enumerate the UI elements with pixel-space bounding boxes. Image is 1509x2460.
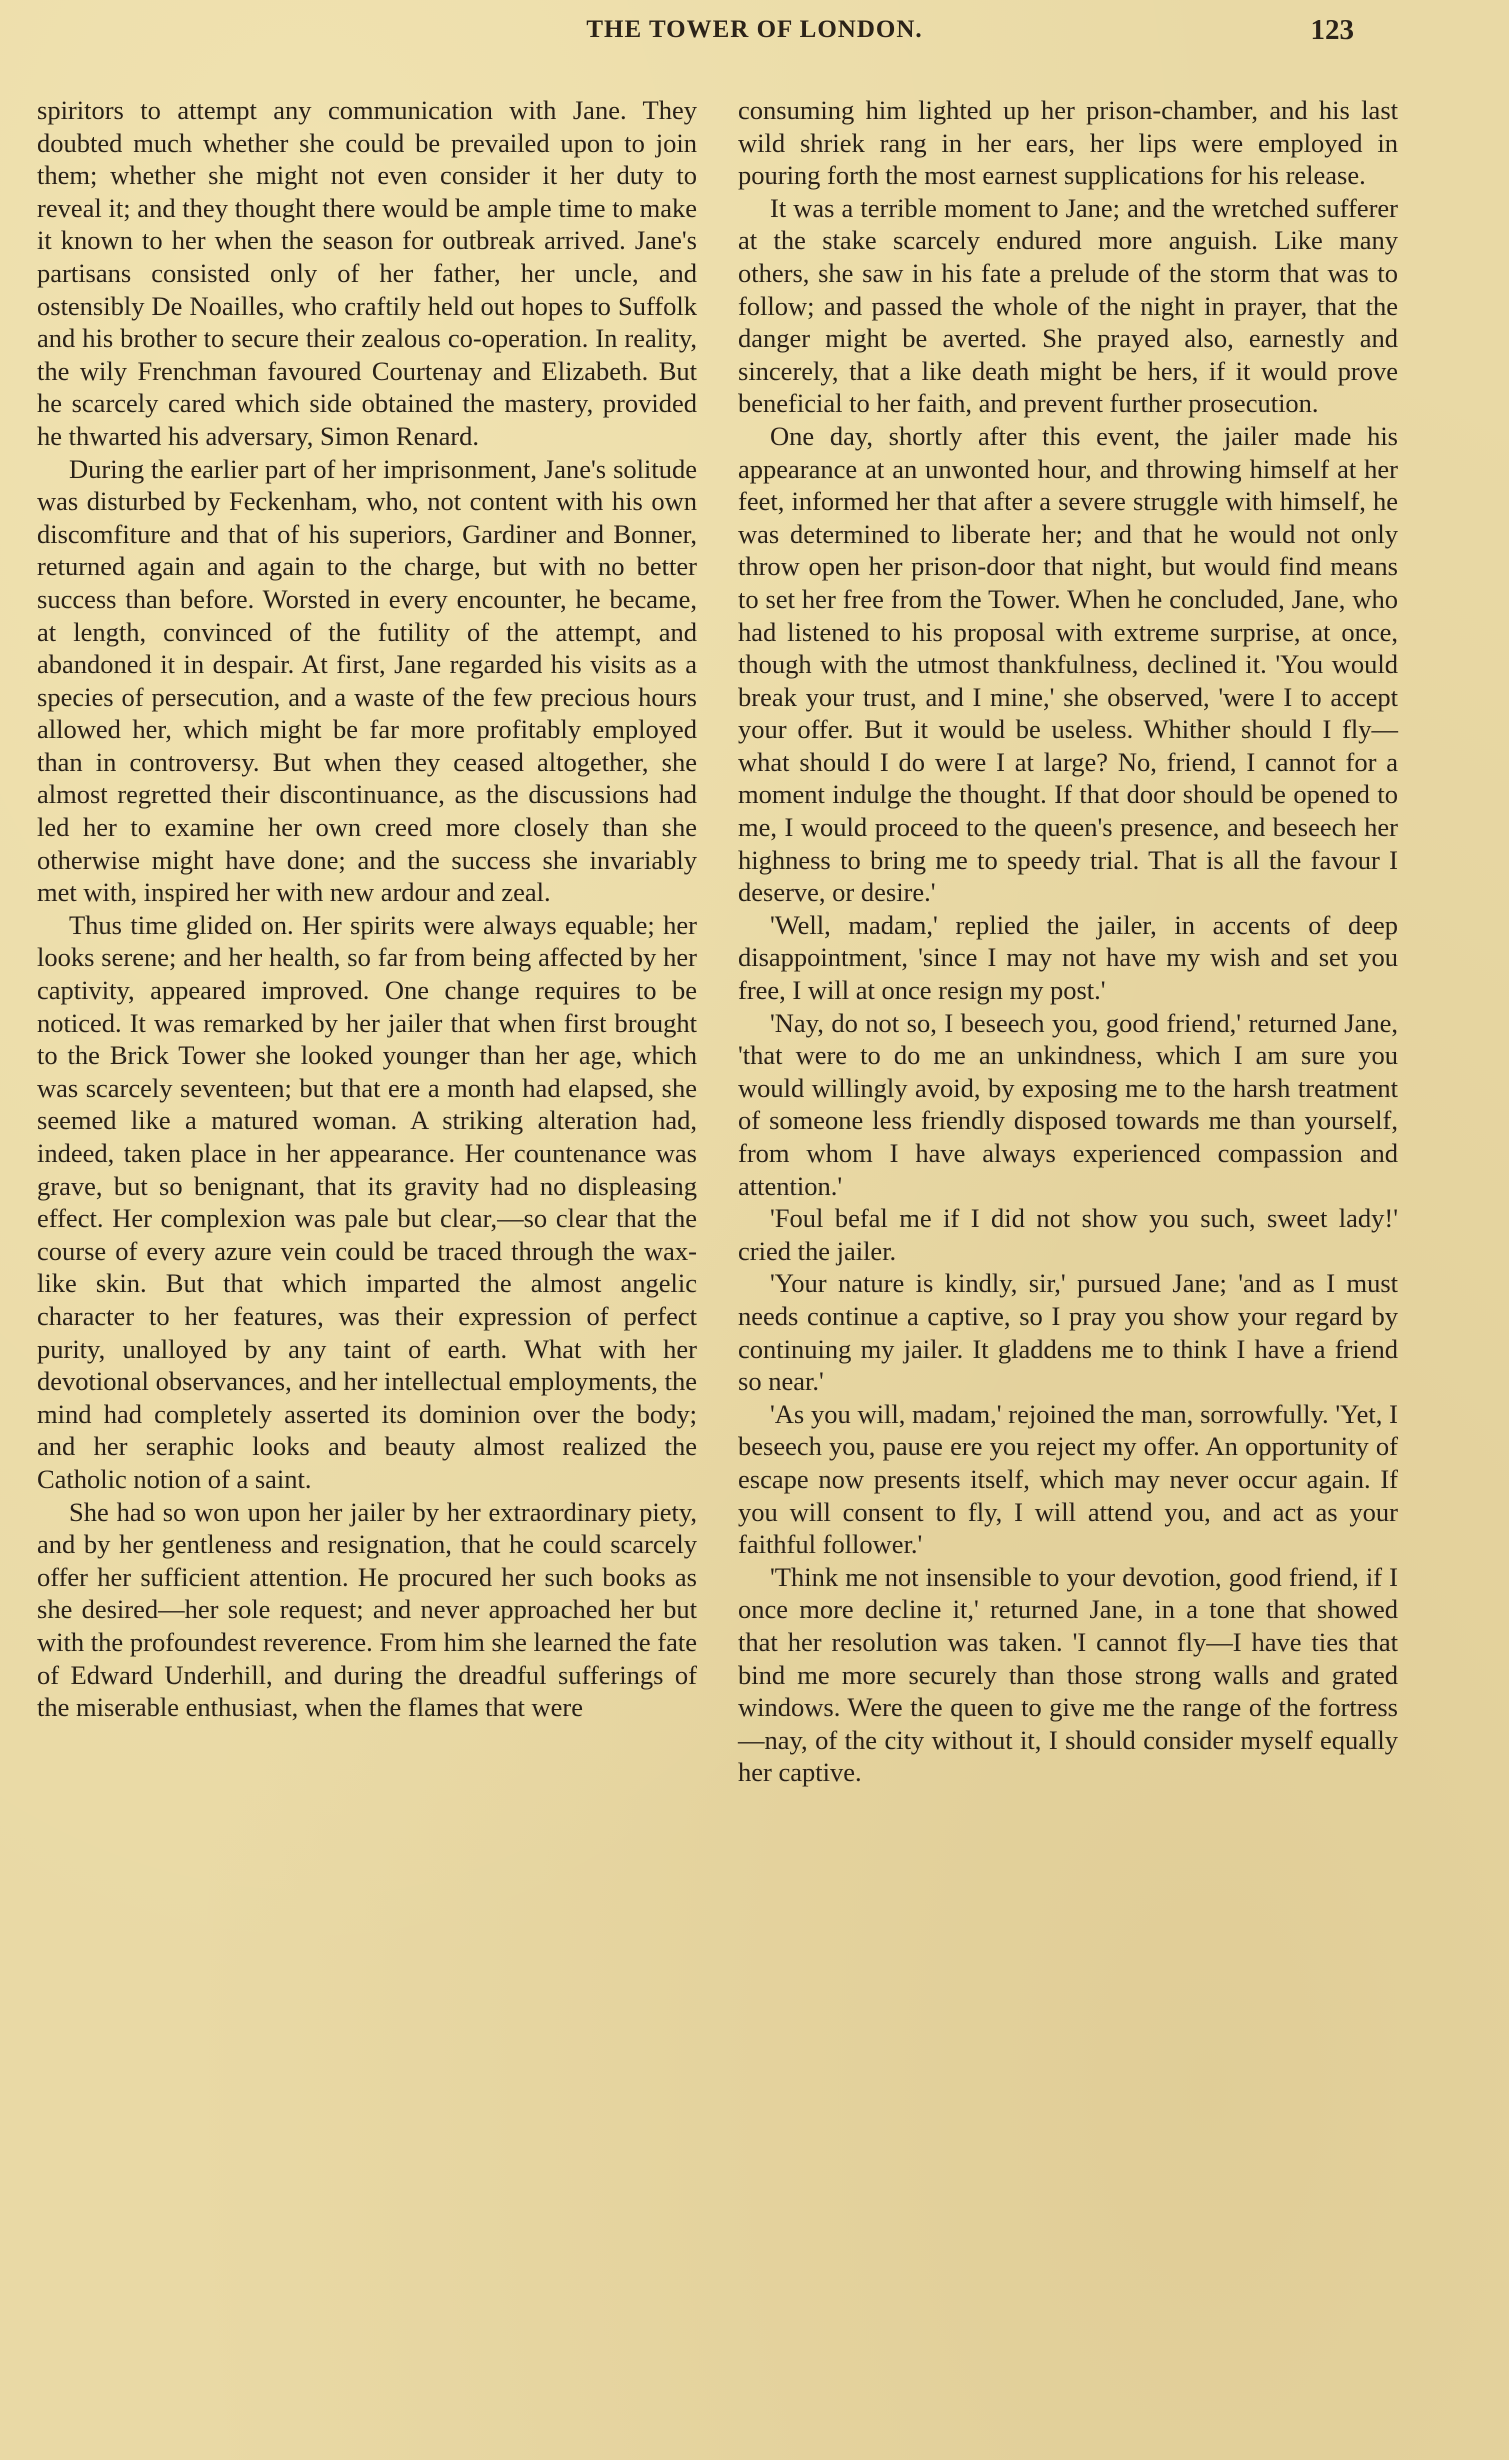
paragraph: It was a terrible moment to Jane; and the wretched sufferer at the stake scarcely endured more anguish. Like many others, she saw in his fate a prelude of the storm that was to follow; and passed the whole of the night in prayer, that the danger might be averted. She prayed also, earnestly and sincerely, that a like death might be hers, if it would prove beneficial to her faith, and prevent further prosecution. — [738, 192, 1398, 419]
right-column — [738, 94, 1398, 1789]
paragraph: 'Foul befal me if I did not show you such, sweet lady!' cried the jailer. — [738, 1203, 1398, 1266]
paragraph: 'Well, madam,' replied the jailer, in accents of deep disappointment, 'since I may not have my wish and set you free, I will at once resign my post.' — [738, 909, 1398, 1006]
paragraph: One day, shortly after this event, the jailer made his appearance at an unwonted hour, and throwing himself at her feet, informed her that after a severe struggle with himself, he was determined to liberate her; and that he would not only throw open her prison-door that night, but would find means to set her free from the Tower. When he concluded, Jane, who had listened to his proposal with extreme surprise, at once, though with the utmost thankfulness, declined it. 'You would break your trust, and I mine,' she observed, 'were I to accept your offer. But it would be useless. Whither should I fly—what should I do were I at large? No, friend, I cannot for a moment indulge the thought. If that door should be opened to me, I would proceed to the queen's presence, and beseech her highness to bring me to speedy trial. That is all the favour I deserve, or desire.' — [738, 420, 1398, 908]
paragraph: Thus time glided on. Her spirits were always equable; her looks serene; and her health, so far from being affected by her captivity, appeared improved. One change requires to be noticed. It was remarked by her jailer that when first brought to the Brick Tower she looked younger than her age, which was scarcely seventeen; but that ere a month had elapsed, she seemed like a matured woman. A striking alteration had, indeed, taken place in her appearance. Her countenance was grave, but so benignant, that its gravity had no displeasing effect. Her complexion was pale but clear,—so clear that the course of every azure vein could be traced through the wax-like skin. But that which imparted the almost angelic character to her features, was their expression of perfect purity, unalloyed by any taint of earth. What with her devotional observances, and her intellectual employments, the mind had completely asserted its dominion over the body; and her seraphic looks and beauty almost realized the Catholic notion of a saint. — [37, 909, 697, 1494]
paragraph: spiritors to attempt any communication with Jane. They doubted much whether she could be prevailed upon to join them; whether she might not even consider it her duty to reveal it; and they thought there would be ample time to make it known to her when the season for outbreak arrived. Jane's partisans consisted only of her father, her uncle, and ostensibly De Noailles, who craftily held out hopes to Suffolk and his brother to secure their zealous co-operation. In reality, the wily Frenchman favoured Courtenay and Elizabeth. But he scarcely cared which side obtained the mastery, provided he thwarted his adversary, Simon Renard. — [37, 95, 697, 451]
paragraph: 'As you will, madam,' rejoined the man, sorrowfully. 'Yet, I beseech you, pause ere you reject my offer. An opportunity of escape now presents itself, which may never occur again. If you will consent to fly, I will attend you, and act as your faithful follower.' — [738, 1398, 1398, 1560]
paragraph: 'Your nature is kindly, sir,' pursued Jane; 'and as I must needs continue a captive, so I pray you show your regard by continuing my jailer. It gladdens me to think I have a friend so near.' — [738, 1268, 1398, 1397]
paragraph: During the earlier part of her imprisonment, Jane's solitude was disturbed by Feckenham, who, not content with his own discomfiture and that of his superiors, Gardiner and Bonner, returned again and again to the charge, but with no better success than before. Worsted in every encounter, he became, at length, convinced of the futility of the attempt, and abandoned it in despair. At first, Jane regarded his visits as a species of persecution, and a waste of the few precious hours allowed her, which might be far more profitably employed than in controversy. But when they ceased altogether, she almost regretted their discontinuance, as the discussions had led her to examine her own creed more closely than she otherwise might have done; and the success she invariably met with, inspired her with new ardour and zeal. — [37, 453, 697, 908]
paragraph: She had so won upon her jailer by her extraordinary piety, and by her gentleness and resignation, that he could scarcely offer her sufficient attention. He procured her such books as she desired—her sole request; and never approached her but with the profoundest reverence. From him she learned the fate of Edward Underhill, and during the dreadful sufferings of the miserable enthusiast, when the flames that were — [37, 1496, 697, 1723]
page-number: 123 — [1310, 14, 1354, 46]
running-title: THE TOWER OF LONDON. — [586, 16, 923, 43]
left-column — [37, 94, 697, 1724]
paragraph: 'Nay, do not so, I beseech you, good friend,' returned Jane, 'that were to do me an unkindness, which I am sure you would willingly avoid, by exposing me to the harsh treatment of someone less friendly disposed towards me than yourself, from whom I have always experienced compassion and attention.' — [738, 1007, 1398, 1201]
paragraph: consuming him lighted up her prison-chamber, and his last wild shriek rang in her ears, her lips were employed in pouring forth the most earnest supplications for his release. — [738, 95, 1398, 191]
paragraph: 'Think me not insensible to your devotion, good friend, if I once more decline it,' returned Jane, in a tone that showed that her resolution was taken. 'I cannot fly—I have ties that bind me more securely than those strong walls and grated windows. Were the queen to give me the range of the fortress—nay, of the city without it, I should consider myself equally her captive. — [738, 1561, 1398, 1788]
